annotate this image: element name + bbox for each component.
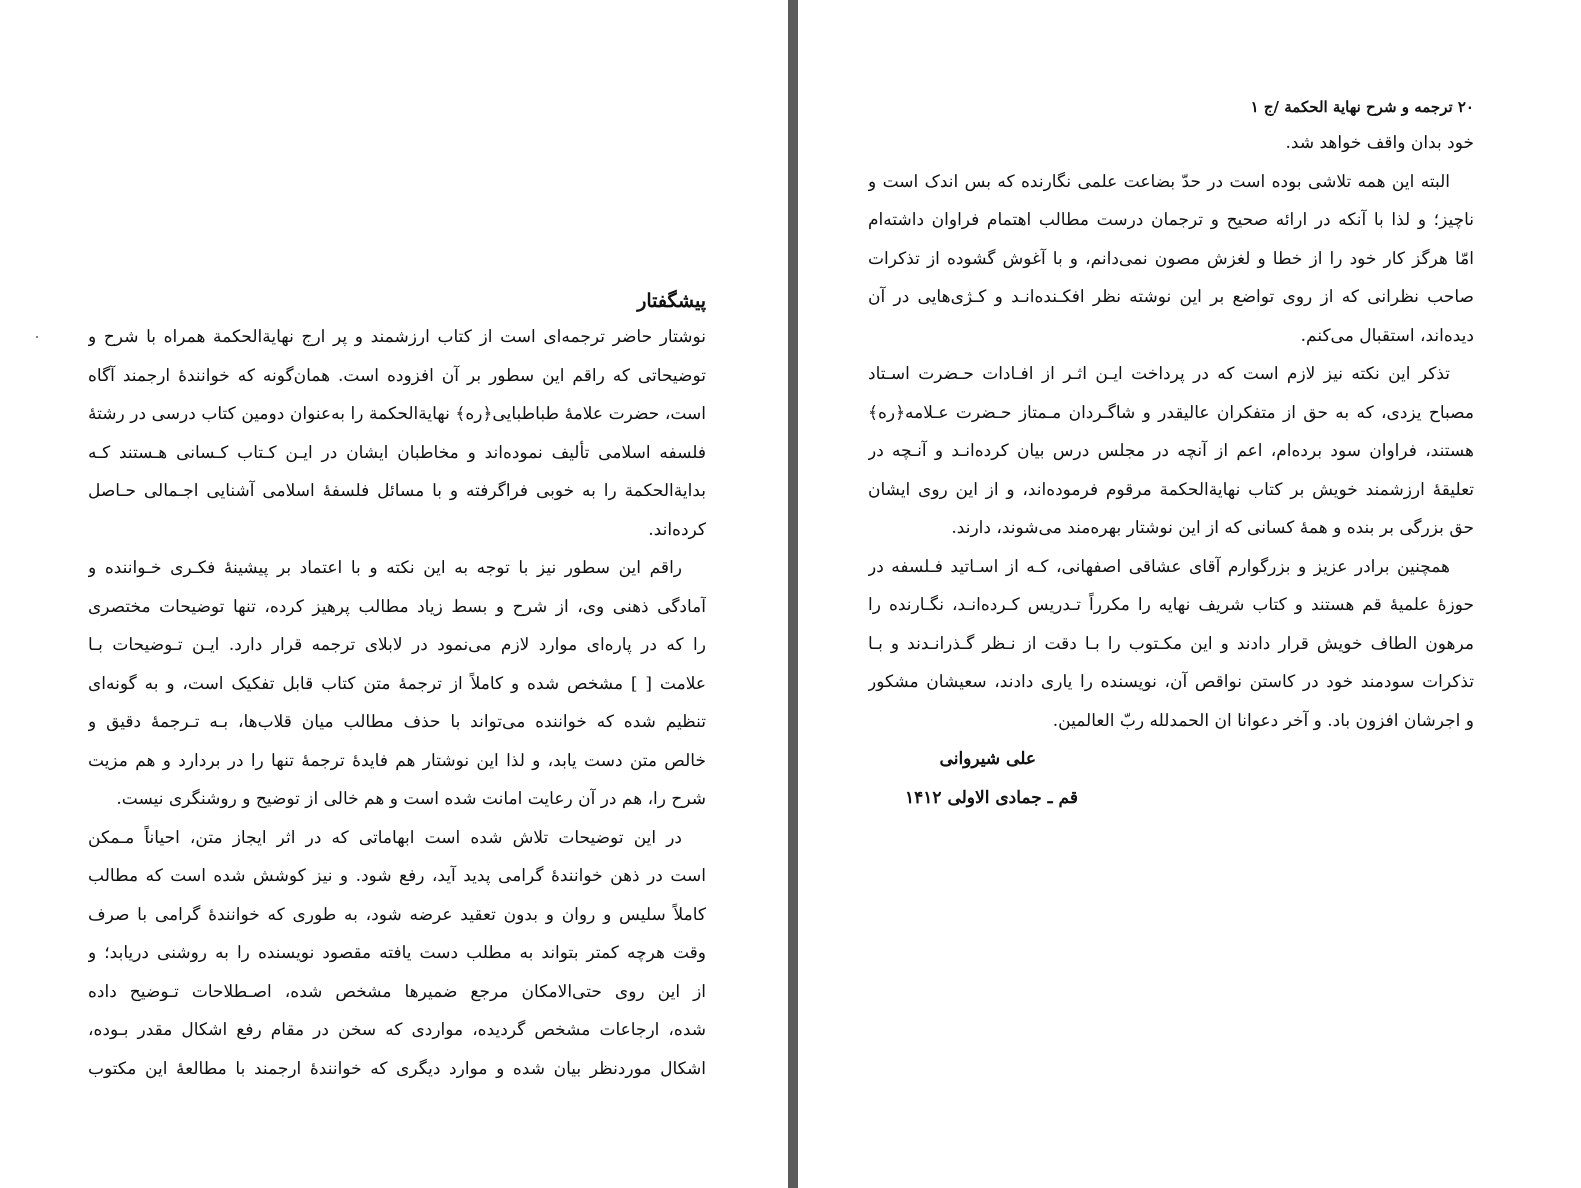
text-line: تذکر این نکته نیز لازم است که در پرداخت ایـن اثـر از افـادات حـضرت اسـتاد (868, 364, 1450, 384)
signature-place-date: قم ـ جمادی الاولی ۱۴۱۲ (905, 787, 1078, 808)
text-line: توضیحاتی که راقم این سطور بر آن افزوده است. همان‌گونه که خوانندهٔ ارجمند آگاه (88, 365, 706, 386)
running-head (868, 90, 1474, 124)
text-line: تنظیم شده که خواننده می‌تواند با حذف مطالب میان قلاب‌ها، بـه تـرجمهٔ دقیق و (88, 712, 706, 732)
left-page (0, 0, 788, 1188)
text-line: ناچیز؛ و لذا با آنکه در ارائه صحیح و ترجمان درست مطالب اهتمام فراوان داشته‌ام (868, 210, 1474, 230)
text-line: مصباح یزدی، که به حق از متفکران عالیقدر و شاگـردان مـمتاز حـضرت عـلامه﴿ره﴾ (868, 402, 1474, 423)
text-line: خالص متن دست یابد، و لذا این نوشتار هم فایدهٔ ترجمهٔ تنها را در بردارد و هم مزیت (88, 750, 706, 771)
text-line: بدایةالحکمة را به خوبی فراگرفته و با مسائل فلسفهٔ اسلامی آشنایی اجـمالی حـاصل (88, 481, 706, 501)
text-line: راقم این سطور نیز با توجه به این نکته و با اعتماد بر پیشینهٔ فکـری خـواننده و (88, 558, 682, 578)
text-line: اشکال موردنظر بیان شده و موارد دیگری که خوانندهٔ ارجمند با مطالعهٔ این مکتوب (88, 1058, 706, 1079)
scan-speck (36, 336, 38, 338)
text-line: فلسفه اسلامی تألیف نموده‌اند و مخاطبان ایشان در ایـن کـتاب کـسانی هـستند کـه (88, 442, 706, 463)
text-line: هستند، فراوان سود برده‌ام، اعم از آنچه در مجلس درس بیان کرده‌انـد و آنـچه در (868, 441, 1474, 461)
right-page (798, 0, 1581, 1188)
text-line: کرده‌اند. (648, 519, 706, 540)
text-line: است در ذهن خوانندهٔ گرامی پدید آید، رفع شود. و نیز کوشش شده است که مطالب (88, 866, 706, 886)
text-line: تعلیقهٔ ارزشمند خویش بر کتاب نهایةالحکمة مرقوم فرموده‌اند، و از این روی ایشان (868, 479, 1474, 500)
text-line: مرهون الطاف خویش قرار دادند و این مکـتوب را بـا دقت از نـظر گـذرانـدند و بـا (868, 633, 1474, 654)
text-line: حق بزرگی بر بنده و همهٔ کسانی که از این نوشتار بهره‌مند می‌شوند، دارند. (951, 518, 1474, 538)
text-line: در این توضیحات تلاش شده است ابهاماتی که در اثر ایجاز متن، احیاناً مـمکن (88, 827, 682, 848)
text-line: کاملاً سلیس و روان و بدون تعقید عرضه شود، به طوری که خوانندهٔ گرامی با صرف (88, 904, 706, 925)
text-line: آمادگی ذهنی وی، از شرح و بسط زیاد مطالب پرهیز کرده، تنها توضیحات مختصری (88, 596, 706, 617)
signature-name: علی شیروانی (939, 749, 1036, 769)
text-line: البته این همه تلاشی بوده است در حدّ بضاعت علمی نگارنده که بس اندک است و (868, 171, 1450, 192)
text-line: صاحب نظرانی که از روی تواضع بر این نوشته نظر افکـنده‌انـد و کـژی‌هایی در آن (868, 287, 1474, 307)
text-line: امّا هرگز کار خود را از خطا و لغزش مصون نمی‌دانم، و با آغوش گشوده از تذکرات (868, 248, 1474, 269)
text-line: دیده‌اند، استقبال می‌کنم. (1300, 325, 1474, 346)
book-spine (788, 0, 798, 1188)
text-line: را که در پاره‌ای موارد لازم می‌نمود در لابلای ترجمه قرار دارد. ایـن تـوضیحات بـا (88, 635, 706, 655)
right-text-block (868, 90, 1474, 817)
text-line: تذکرات سودمند خود در کاستن نواقص آن، نویسنده را یاری دادند، سعیشان مشکور (868, 672, 1474, 692)
preface-text-block (88, 284, 706, 1088)
preface-title: پیشگفتار (637, 290, 706, 312)
text-line: علامت [ ] مشخص شده و کاملاً از ترجمهٔ متن کتاب قابل تفکیک است، و به گونه‌ای (88, 673, 706, 694)
text-line: شرح را، هم در آن رعایت امانت شده است و هم خالی از توضیح و روشنگری نیست. (116, 789, 706, 809)
text-line: نوشتار حاضر ترجمه‌ای است از کتاب ارزشمند و پر ارج نهایةالحکمة همراه با شرح و (88, 327, 706, 347)
text-line: از این روی حتی‌الامکان مرجع ضمیرها مشخص شده، اصـطلاحات تـوضیح داده (88, 981, 706, 1002)
text-line: حوزهٔ علمیهٔ قم هستند و کتاب شریف نهایه را مکرراً تـدریس کـرده‌انـد، نگـارنده را (868, 595, 1474, 615)
text-line: شده، ارجاعات مشخص گردیده، مواردی که سخن در مقام رفع اشکال مقدر بـوده، (88, 1020, 706, 1040)
text-line: است، حضرت علامهٔ طباطبایی﴿ره﴾ نهایةالحکمة را به‌عنوان دومین کتاب درسی در رشتهٔ (88, 404, 706, 424)
text-line: و اجرشان افزون باد. و آخر دعوانا ان الحمدلله ربّ العالمین. (1052, 710, 1474, 731)
running-head-text: ۲۰ ترجمه و شرح نهایة الحکمة /ج ۱ (1250, 98, 1474, 116)
text-line: وقت هرچه کمتر بتواند به مطلب دست یافته مقصود نویسنده را به روشنی دریابد؛ و (88, 943, 706, 963)
text-line: همچنین برادر عزیز و بزرگوارم آقای عشاقی اصفهانی، کـه از اسـاتید فـلسفه در (868, 556, 1450, 577)
text-line: خود بدان واقف خواهد شد. (1285, 133, 1474, 153)
